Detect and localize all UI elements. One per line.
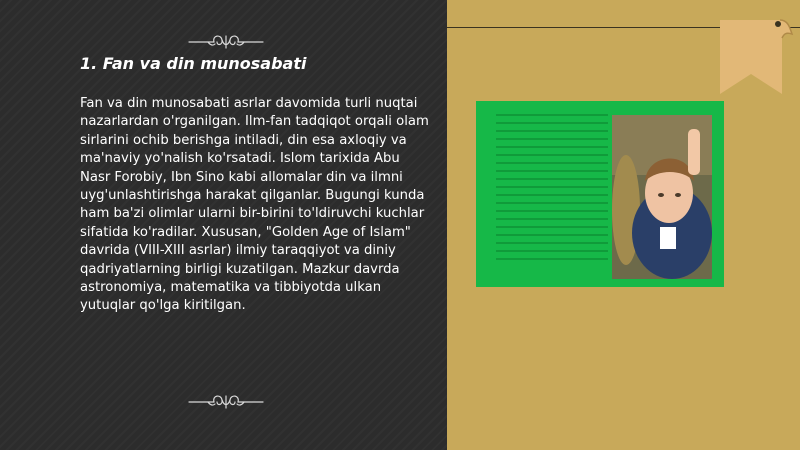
slide-body-text: Fan va din munosabati asrlar davomida turli nuqtai nazarlardan o'rganilgan. Ilm-fan tadqiqot orqali olam sirlarini ochib berishga intiladi, din esa axloqiy va ma'naviy yo'nalish ko'rsatadi. Islom tarixida Abu Nasr Forobiy, Ibn Sino kabi allomalar din va ilmni uyg'unlashtirishga harakat qilganlar. Bugungi kunda ham ba'zi olimlar ularni bir-birini to'ldiruvchi kuchlar sifatida ko'radilar. Xususan, "Golden Age of Islam" davrida (VIII-XIII asrlar) ilmiy taraqqiyot va diniy qadriyatlarning birligi kuzatilgan. Mazkur davrda astronomiya, matematika va tibbiyotda ulkan yutuqlar qo'lga kiritilgan. xyxy=(80,96,429,314)
child-photo xyxy=(612,115,712,279)
bookmark-ribbon-icon xyxy=(716,16,796,100)
photo-text-illegible xyxy=(496,114,608,264)
slide-title: 1. Fan va din munosabati xyxy=(80,54,307,73)
top-flourish-ornament-icon xyxy=(188,31,264,53)
bottom-flourish-ornament-icon xyxy=(188,391,264,413)
